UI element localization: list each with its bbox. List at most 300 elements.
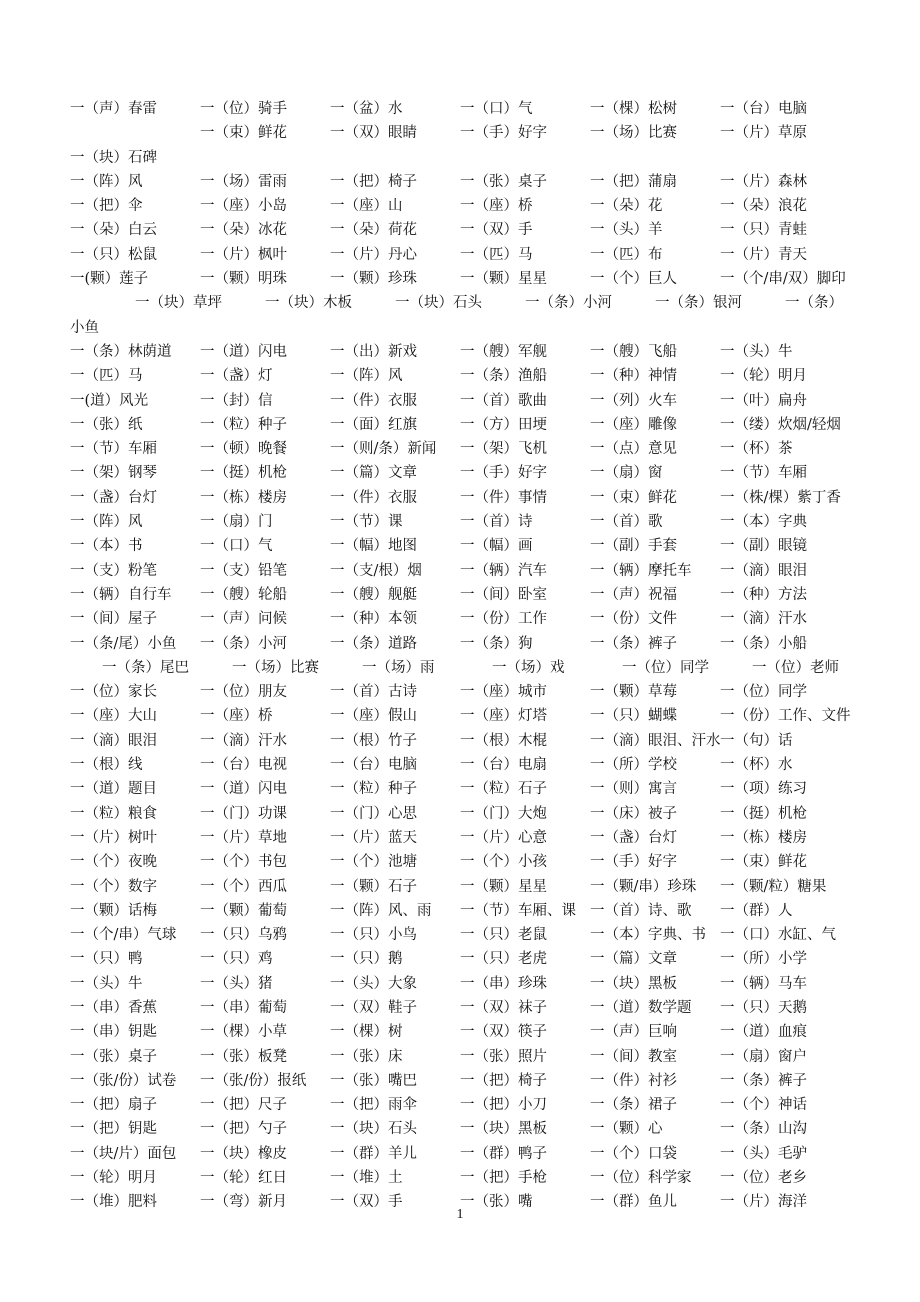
measure-word-entry: 一（手）好字 — [590, 854, 677, 871]
measure-word-entry: 一（场）比赛 — [590, 125, 677, 142]
measure-word-entry: 一（片）蓝天 — [330, 829, 417, 846]
measure-word-entry: 一（颗）话梅 — [70, 902, 157, 919]
measure-word-entry: 一（串）香蕉 — [70, 999, 157, 1016]
word-row — [70, 729, 870, 753]
word-row — [70, 194, 870, 218]
measure-word-entry: 一（座）假山 — [330, 708, 417, 725]
measure-word-entry: 一（方）田埂 — [460, 416, 547, 433]
measure-word-entry: 一（只）乌鸦 — [200, 927, 287, 944]
word-row — [70, 413, 870, 437]
measure-word-entry: 一（块）石头 — [330, 1121, 417, 1138]
word-row — [70, 146, 870, 170]
measure-word-entry: 一（场）雨 — [362, 659, 435, 676]
measure-word-entry: 一（颗/粒）糖果 — [720, 878, 827, 895]
measure-word-entry: 一（项）练习 — [720, 781, 807, 798]
measure-word-entry: 一（艘）舰艇 — [330, 586, 417, 603]
measure-word-entry: 一（盏）台灯 — [590, 829, 677, 846]
measure-word-entry: 一（把）蒲扇 — [590, 173, 677, 190]
measure-word-entry: 一（片）草原 — [720, 125, 807, 142]
measure-word-entry: 一（杯）茶 — [720, 441, 793, 458]
measure-word-entry: 一（扇）窗户 — [720, 1048, 807, 1065]
measure-word-entry: 一（个）口袋 — [590, 1145, 677, 1162]
measure-word-entry: 一（滴）眼泪、汗水 — [590, 732, 721, 749]
measure-word-entry: 一（匹）马 — [460, 246, 533, 263]
measure-word-entry: 一（堆）土 — [330, 1170, 403, 1187]
measure-word-entry: 一（堆）肥料 — [70, 1194, 157, 1211]
measure-word-entry: 一（粒）石子 — [460, 781, 547, 798]
measure-word-entry: 一（个）夜晚 — [70, 854, 157, 871]
measure-word-entry: 一（串）钥匙 — [70, 1024, 157, 1041]
word-row — [70, 218, 870, 242]
measure-word-entry: 一（颗）珍珠 — [330, 271, 417, 288]
measure-word-entry: 一（朵）花 — [590, 198, 663, 215]
word-row — [70, 632, 870, 656]
measure-word-entry: 一（把）雨伞 — [330, 1097, 417, 1114]
measure-word-entry: 一（张）桌子 — [460, 173, 547, 190]
measure-word-entry: 一（句）话 — [720, 732, 793, 749]
word-row — [70, 461, 870, 485]
measure-word-entry: 一（只）蝴蝶 — [590, 708, 677, 725]
measure-word-entry: 一（道）血痕 — [720, 1024, 807, 1041]
measure-word-entry: 一（份）文件 — [590, 611, 677, 628]
measure-word-entry: 一（双）眼睛 — [330, 125, 417, 142]
word-row — [70, 170, 870, 194]
measure-word-entry: 一（口）气 — [460, 101, 533, 117]
measure-word-entry: 一（口）气 — [200, 538, 273, 555]
measure-word-entry: 一（座）桥 — [460, 198, 533, 215]
measure-word-entry: 一（片）森林 — [720, 173, 807, 190]
measure-word-entry: 一（轮）红日 — [200, 1170, 287, 1187]
measure-word-entry: 一（台）电视 — [200, 757, 287, 774]
measure-word-entry: 一（声）巨响 — [590, 1024, 677, 1041]
measure-word-entry: 一（声）问候 — [200, 611, 287, 628]
measure-word-entry: 一（挺）机枪 — [720, 805, 807, 822]
word-row — [70, 1142, 870, 1166]
measure-word-entry: 一（副）手套 — [590, 538, 677, 555]
measure-word-entry: 一（座）山 — [330, 198, 403, 215]
measure-word-entry: 一（块）橡皮 — [200, 1145, 287, 1162]
measure-word-entry: 一（缕）炊烟/轻烟 — [720, 416, 841, 433]
measure-word-entry: 一（门）心思 — [330, 805, 417, 822]
measure-word-entry: 一（头）羊 — [590, 222, 663, 239]
measure-word-entry: 一（把）尺子 — [200, 1097, 287, 1114]
word-row — [70, 1069, 870, 1093]
measure-word-entry: 一（把）伞 — [70, 198, 143, 215]
measure-word-entry: 一（滴）汗水 — [200, 732, 287, 749]
measure-word-entry: 一（架）飞机 — [460, 441, 547, 458]
word-row — [70, 875, 870, 899]
measure-word-entry: 一（位）骑手 — [200, 101, 287, 117]
measure-word-entry: 一（杯）水 — [720, 757, 793, 774]
measure-word-entry: 一（只）小鸟 — [330, 927, 417, 944]
measure-word-entry: 一（张/份）报纸 — [200, 1072, 307, 1089]
measure-word-entry: 一（门）功课 — [200, 805, 287, 822]
word-row — [70, 704, 870, 728]
measure-word-entry: 一（颗）草莓 — [590, 684, 677, 701]
measure-word-entry: 一（所）学校 — [590, 757, 677, 774]
measure-word-entry: 一（首）歌 — [590, 514, 663, 531]
measure-word-entry: 一（块）木板 — [265, 295, 352, 312]
measure-word-entry: 一（头）牛 — [720, 343, 793, 360]
measure-word-entry: 一（节）课 — [330, 514, 403, 531]
measure-word-entry: 一（位）家长 — [70, 684, 157, 701]
measure-word-entry: 一（首）古诗 — [330, 684, 417, 701]
measure-word-entry: 一（棵）树 — [330, 1024, 403, 1041]
measure-word-entry: 一（张/份）试卷 — [70, 1072, 177, 1089]
word-row — [70, 437, 870, 461]
measure-word-entry: 一（扇）窗 — [590, 465, 663, 482]
word-row — [70, 97, 870, 121]
measure-word-entry: 一（双）手 — [330, 1194, 403, 1211]
measure-word-entry: 一（艘）飞船 — [590, 343, 677, 360]
word-row — [70, 850, 870, 874]
measure-word-entry: 一（片）丹心 — [330, 246, 417, 263]
measure-word-entry: 一（张）桌子 — [70, 1048, 157, 1065]
measure-word-entry: 一（则/条）新闻 — [330, 441, 437, 458]
measure-word-entry: 一（滴）眼泪 — [70, 732, 157, 749]
measure-word-entry: 一（支/根）烟 — [330, 562, 422, 579]
word-row — [70, 777, 870, 801]
measure-word-entry: 一（张）板凳 — [200, 1048, 287, 1065]
measure-word-entry: 一（片）树叶 — [70, 829, 157, 846]
measure-word-entry: 一（首）歌曲 — [460, 392, 547, 409]
measure-word-entry: 一(颗）莲子 — [70, 271, 149, 288]
measure-word-entry: 一（块）石碑 — [70, 149, 157, 166]
measure-word-entry: 一（颗）星星 — [460, 271, 547, 288]
word-row — [70, 243, 870, 267]
measure-word-entry: 一（道）题目 — [70, 781, 157, 798]
measure-word-entry: 一（场）雷雨 — [200, 173, 287, 190]
word-row — [70, 826, 870, 850]
measure-word-entry: 一（场）比赛 — [232, 659, 319, 676]
measure-word-entry: 一（篇）文章 — [590, 951, 677, 968]
measure-word-entry: 一（挺）机枪 — [200, 465, 287, 482]
measure-word-entry: 一（个）西瓜 — [200, 878, 287, 895]
measure-word-entry: 一（根）木棍 — [460, 732, 547, 749]
measure-word-entry: 一（条）尾巴 — [102, 659, 189, 676]
measure-word-entry: 一（把）椅子 — [460, 1072, 547, 1089]
measure-word-entry: 一（手）好字 — [460, 125, 547, 142]
word-row — [70, 996, 870, 1020]
measure-word-entry: 一（把）勺子 — [200, 1121, 287, 1138]
measure-word-entry: 一（条） — [785, 295, 843, 312]
measure-word-entry: 一（件）事情 — [460, 489, 547, 506]
word-row — [70, 316, 870, 340]
measure-word-entry: 一（间）教室 — [590, 1048, 677, 1065]
measure-word-entry: 一（匹）马 — [70, 368, 143, 385]
measure-word-entry: 一（门）大炮 — [460, 805, 547, 822]
measure-word-entry: 一（间）屋子 — [70, 611, 157, 628]
measure-word-entry: 一（把）椅子 — [330, 173, 417, 190]
measure-word-entry: 一（群）羊儿 — [330, 1145, 417, 1162]
measure-word-entry: 一（种）方法 — [720, 586, 807, 603]
measure-word-entry: 一（道）闪电 — [200, 343, 287, 360]
measure-word-entry: 一（颗/串）珍珠 — [590, 878, 697, 895]
measure-word-entry: 一（叶）扁舟 — [720, 392, 807, 409]
measure-word-entry: 一（滴）汗水 — [720, 611, 807, 628]
measure-word-entry: 一（把）小刀 — [460, 1097, 547, 1114]
measure-word-entry: 一（群）鱼儿 — [590, 1194, 677, 1211]
measure-word-entry: 一（个）巨人 — [590, 271, 677, 288]
word-row — [70, 1093, 870, 1117]
measure-word-entry: 一(道）风光 — [70, 392, 149, 409]
measure-word-entry: 一（件）衣服 — [330, 392, 417, 409]
measure-word-entry: 一（幅）地图 — [330, 538, 417, 555]
measure-word-entry: 一（栋）楼房 — [200, 489, 287, 506]
measure-word-entry: 一（片）青天 — [720, 246, 807, 263]
measure-word-entry: 一（只）鸭 — [70, 951, 143, 968]
measure-word-entry: 一（头）猪 — [200, 975, 273, 992]
measure-word-entry: 一（群）鸭子 — [460, 1145, 547, 1162]
measure-word-entry: 小鱼 — [70, 319, 99, 336]
measure-word-entry: 一（支）铅笔 — [200, 562, 287, 579]
word-list — [70, 97, 870, 1215]
measure-word-entry: 一（点）意见 — [590, 441, 677, 458]
measure-word-entry: 一（朵）荷花 — [330, 222, 417, 239]
measure-word-entry: 一（位）科学家 — [590, 1170, 692, 1187]
word-row — [70, 364, 870, 388]
measure-word-entry: 一（阵）风 — [70, 514, 143, 531]
measure-word-entry: 一（块/片）面包 — [70, 1145, 177, 1162]
measure-word-entry: 一（张）床 — [330, 1048, 403, 1065]
measure-word-entry: 一（条）裤子 — [720, 1072, 807, 1089]
measure-word-entry: 一（份）工作、文件 — [720, 708, 851, 725]
measure-word-entry: 一（张）纸 — [70, 416, 143, 433]
word-row — [70, 753, 870, 777]
measure-word-entry: 一（条）狗 — [460, 635, 533, 652]
word-row — [70, 1020, 870, 1044]
measure-word-entry: 一（头）牛 — [70, 975, 143, 992]
measure-word-entry: 一（口）水缸、气 — [720, 927, 836, 944]
measure-word-entry: 一（块）石头 — [395, 295, 482, 312]
measure-word-entry: 一（位）同学 — [720, 684, 807, 701]
measure-word-entry: 一（位）老师 — [752, 659, 839, 676]
measure-word-entry: 一（顿）晚餐 — [200, 441, 287, 458]
measure-word-entry: 一（只）青蛙 — [720, 222, 807, 239]
measure-word-entry: 一（辆）汽车 — [460, 562, 547, 579]
measure-word-entry: 一（把）扇子 — [70, 1097, 157, 1114]
measure-word-entry: 一（扇）门 — [200, 514, 273, 531]
measure-word-entry: 一（条）小河 — [525, 295, 612, 312]
measure-word-entry: 一（双）袜子 — [460, 999, 547, 1016]
measure-word-entry: 一（首）诗 — [460, 514, 533, 531]
word-row — [70, 340, 870, 364]
measure-word-entry: 一（支）粉笔 — [70, 562, 157, 579]
measure-word-entry: 一（声）春雷 — [70, 101, 157, 117]
word-row — [70, 656, 870, 680]
measure-word-entry: 一（滴）眼泪 — [720, 562, 807, 579]
word-row — [70, 534, 870, 558]
measure-word-entry: 一（本）字典、书 — [590, 927, 706, 944]
word-row — [70, 680, 870, 704]
measure-word-entry: 一（条）银河 — [655, 295, 742, 312]
measure-word-entry: 一（辆）摩托车 — [590, 562, 692, 579]
word-row — [70, 899, 870, 923]
word-row — [70, 1045, 870, 1069]
measure-word-entry: 一（张）嘴 — [460, 1194, 533, 1211]
measure-word-entry: 一（朵）浪花 — [720, 198, 807, 215]
measure-word-entry: 一（片）枫叶 — [200, 246, 287, 263]
measure-word-entry: 一（个/串）气球 — [70, 927, 177, 944]
measure-word-entry: 一（所）小学 — [720, 951, 807, 968]
word-row — [70, 486, 870, 510]
measure-word-entry: 一（张）嘴巴 — [330, 1072, 417, 1089]
measure-word-entry: 一（条）渔船 — [460, 368, 547, 385]
measure-word-entry: 一（片）海洋 — [720, 1194, 807, 1211]
measure-word-entry: 一（头）大象 — [330, 975, 417, 992]
word-row — [70, 389, 870, 413]
measure-word-entry: 一（匹）布 — [590, 246, 663, 263]
measure-word-entry: 一（副）眼镜 — [720, 538, 807, 555]
measure-word-entry: 一（头）毛驴 — [720, 1145, 807, 1162]
measure-word-entry: 一（件）衬衫 — [590, 1072, 677, 1089]
measure-word-entry: 一（串）珍珠 — [460, 975, 547, 992]
measure-word-entry: 一（双）筷子 — [460, 1024, 547, 1041]
measure-word-entry: 一（种）神情 — [590, 368, 677, 385]
measure-word-entry: 一（个/串/双）脚印 — [720, 271, 846, 288]
measure-word-entry: 一（粒）种子 — [200, 416, 287, 433]
word-row — [70, 802, 870, 826]
measure-word-entry: 一（粒）粮食 — [70, 805, 157, 822]
measure-word-entry: 一（颗）星星 — [460, 878, 547, 895]
measure-word-entry: 一（位）老乡 — [720, 1170, 807, 1187]
word-row — [70, 510, 870, 534]
measure-word-entry: 一（只）松鼠 — [70, 246, 157, 263]
measure-word-entry: 一（片）草地 — [200, 829, 287, 846]
measure-word-entry: 一（棵）松树 — [590, 101, 677, 117]
measure-word-entry: 一（只）鹅 — [330, 951, 403, 968]
measure-word-entry: 一（束）鲜花 — [590, 489, 677, 506]
measure-word-entry: 一（间）卧室 — [460, 586, 547, 603]
measure-word-entry: 一（座）城市 — [460, 684, 547, 701]
measure-word-entry: 一（则）寓言 — [590, 781, 677, 798]
measure-word-entry: 一（颗）心 — [590, 1121, 663, 1138]
measure-word-entry: 一（出）新戏 — [330, 343, 417, 360]
measure-word-entry: 一（位）同学 — [622, 659, 709, 676]
measure-word-entry: 一（座）桥 — [200, 708, 273, 725]
measure-word-entry: 一（块）草坪 — [135, 295, 222, 312]
measure-word-entry: 一（本）字典 — [720, 514, 807, 531]
measure-word-entry: 一（本）书 — [70, 538, 143, 555]
measure-word-entry: 一（节）车厢、课 — [460, 902, 576, 919]
measure-word-entry: 一（座）灯塔 — [460, 708, 547, 725]
measure-word-entry: 一（阵）风 — [70, 173, 143, 190]
measure-word-entry: 一（个）小孩 — [460, 854, 547, 871]
measure-word-entry: 一（个）神话 — [720, 1097, 807, 1114]
measure-word-entry: 一（辆）自行车 — [70, 586, 172, 603]
measure-word-entry: 一（台）电脑 — [720, 101, 807, 117]
measure-word-entry: 一（群）人 — [720, 902, 793, 919]
measure-word-entry: 一（双）手 — [460, 222, 533, 239]
measure-word-entry: 一（片）心意 — [460, 829, 547, 846]
measure-word-entry: 一（篇）文章 — [330, 465, 417, 482]
measure-word-entry: 一（朵）白云 — [70, 222, 157, 239]
measure-word-entry: 一（条/尾）小鱼 — [70, 635, 177, 652]
word-row — [70, 607, 870, 631]
measure-word-entry: 一（道）数学题 — [590, 999, 692, 1016]
measure-word-entry: 一（声）祝福 — [590, 586, 677, 603]
word-row — [70, 1166, 870, 1190]
measure-word-entry: 一（艘）军舰 — [460, 343, 547, 360]
measure-word-entry: 一（条）小河 — [200, 635, 287, 652]
measure-word-entry: 一（条）林荫道 — [70, 343, 172, 360]
measure-word-entry: 一（个）书包 — [200, 854, 287, 871]
measure-word-entry: 一（只）鸡 — [200, 951, 273, 968]
measure-word-entry: 一（艘）轮船 — [200, 586, 287, 603]
measure-word-entry: 一（条）裙子 — [590, 1097, 677, 1114]
measure-word-entry: 一（首）诗、歌 — [590, 902, 692, 919]
measure-word-entry: 一（个）池塘 — [330, 854, 417, 871]
measure-word-entry: 一（颗）石子 — [330, 878, 417, 895]
measure-word-entry: 一（件）衣服 — [330, 489, 417, 506]
measure-word-entry: 一（面）红旗 — [330, 416, 417, 433]
measure-word-entry: 一（只）老虎 — [460, 951, 547, 968]
measure-word-entry: 一（朵）冰花 — [200, 222, 287, 239]
measure-word-entry: 一（份）工作 — [460, 611, 547, 628]
word-row — [70, 291, 870, 315]
measure-word-entry: 一（阵）风 — [330, 368, 403, 385]
measure-word-entry: 一（道）闪电 — [200, 781, 287, 798]
word-row — [70, 559, 870, 583]
measure-word-entry: 一（阵）风、雨 — [330, 902, 432, 919]
measure-word-entry: 一（节）车厢 — [720, 465, 807, 482]
measure-word-entry: 一（根）竹子 — [330, 732, 417, 749]
measure-word-entry: 一（把）手枪 — [460, 1170, 547, 1187]
measure-word-entry: 一（列）火车 — [590, 392, 677, 409]
measure-word-entry: 一（床）被子 — [590, 805, 677, 822]
measure-word-entry: 一（弯）新月 — [200, 1194, 287, 1211]
measure-word-entry: 一（束）鲜花 — [200, 125, 287, 142]
word-row — [70, 947, 870, 971]
measure-word-entry: 一（种）本领 — [330, 611, 417, 628]
measure-word-entry: 一（座）大山 — [70, 708, 157, 725]
measure-word-entry: 一（粒）种子 — [330, 781, 417, 798]
measure-word-entry: 一（条）道路 — [330, 635, 417, 652]
measure-word-entry: 一（场）戏 — [492, 659, 565, 676]
measure-word-entry: 一（串）葡萄 — [200, 999, 287, 1016]
word-row — [70, 923, 870, 947]
measure-word-entry: 一（只）天鹅 — [720, 999, 807, 1016]
measure-word-entry: 一（盏）灯 — [200, 368, 273, 385]
measure-word-entry: 一（根）线 — [70, 757, 143, 774]
measure-word-entry: 一（只）老鼠 — [460, 927, 547, 944]
measure-word-entry: 一（条）小船 — [720, 635, 807, 652]
word-row — [70, 121, 870, 145]
word-row — [70, 972, 870, 996]
measure-word-entry: 一（节）车厢 — [70, 441, 157, 458]
measure-word-entry: 一（张）照片 — [460, 1048, 547, 1065]
measure-word-entry: 一（颗）葡萄 — [200, 902, 287, 919]
measure-word-entry: 一（封）信 — [200, 392, 273, 409]
measure-word-entry: 一（轮）明月 — [70, 1170, 157, 1187]
measure-word-entry: 一（座）小岛 — [200, 198, 287, 215]
page-number: 1 — [456, 1207, 464, 1222]
word-row — [70, 583, 870, 607]
measure-word-entry: 一（手）好字 — [460, 465, 547, 482]
measure-word-entry: 一（个）数字 — [70, 878, 157, 895]
measure-word-entry: 一（栋）楼房 — [720, 829, 807, 846]
measure-word-entry: 一（株/棵）紫丁香 — [720, 489, 841, 506]
measure-word-entry: 一（颗）明珠 — [200, 271, 287, 288]
measure-word-entry: 一（束）鲜花 — [720, 854, 807, 871]
measure-word-entry: 一（双）鞋子 — [330, 999, 417, 1016]
measure-word-entry: 一（台）电扇 — [460, 757, 547, 774]
measure-word-entry: 一（条）裤子 — [590, 635, 677, 652]
measure-word-entry: 一（盆）水 — [330, 101, 403, 117]
measure-word-entry: 一（盏）台灯 — [70, 489, 157, 506]
measure-word-entry: 一（台）电脑 — [330, 757, 417, 774]
measure-word-entry: 一（座）雕像 — [590, 416, 677, 433]
